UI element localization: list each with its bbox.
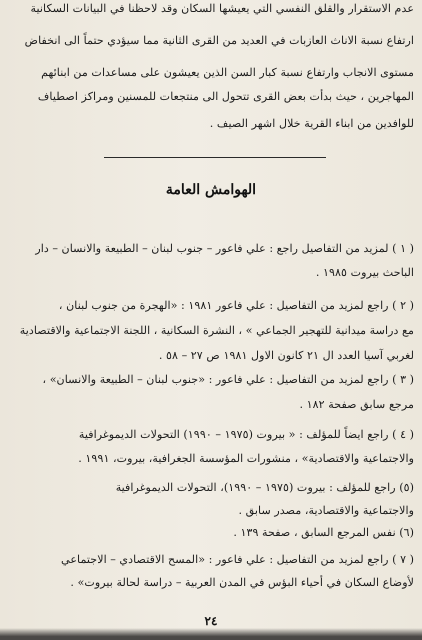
footnote-line: مرجع سابق صفحة ١٨٢ . [299,398,414,411]
page-edge-shadow [0,628,422,640]
body-line: ارتفاع نسبة الاناث العازبات في العديد من القرى الثانية مما سيؤدي حتماً الى انخفاض [24,34,414,47]
footnote-line: ( ٤ ) راجع ايضاً للمؤلف : « بيروت (١٩٧٥ – ١٩٩٠) التحولات الديموغرافية [78,428,414,441]
footnote-line: والاجتماعية والاقتصادية، مصدر سابق . [238,504,414,517]
body-line: المهاجرين ، حيث بدأت بعض القرى تتحول الى منتجعات للمسنين ومراكز اصطياف [37,90,414,103]
body-line: مستوى الانجاب وارتفاع نسبة كبار السن الذين يعيشون على مساعدات من ابنائهم [41,66,414,79]
section-title: الهوامش العامة [165,182,257,198]
body-line: عدم الاستقرار والقلق النفسي التي يعيشها السكان وقد لاحظنا في البيانات السكانية [30,2,414,15]
footnote-line: الباحث بيروت ١٩٨٥ . [315,266,414,279]
footnote-line: ( ٧ ) راجع لمزيد من التفاصيل : علي فاعور : «المسح الاقتصادي – الاجتماعي [61,553,414,566]
body-line: للوافدين من ابناء القرية خلال اشهر الصيف . [209,117,414,130]
footnote-line: ( ١ ) لمزيد من التفاصيل راجع : علي فاعور – جنوب لبنان – الطبيعة والانسان – دار [35,242,414,255]
page-number: ٢٤ [204,614,218,628]
footnote-line: ( ٢ ) راجع لمزيد من التفاصيل : علي فاعور ١٩٨١ : «الهجرة من جنوب لبنان ، [58,299,414,312]
footnote-line: مع دراسة ميدانية للتهجير الجماعي » ، النشرة السكانية ، اللجنة الاجتماعية والاقتصادية [19,324,414,337]
footnote-line: (٦) نفس المرجع السابق ، صفحة ١٣٩ . [233,526,414,539]
footnote-line: والاجتماعية والاقتصادية» ، منشورات المؤسسة الجغرافية، بيروت، ١٩٩١ . [78,452,414,465]
footnote-line: لغربي آسيا العدد ال ٢١ كانون الاول ١٩٨١ ص ٢٧ – ٥٨ . [158,349,414,362]
footnote-line: (٥) راجع للمؤلف : بيروت (١٩٧٥ – ١٩٩٠)، التحولات الديموغرافية [115,481,414,494]
section-divider [104,157,326,158]
footnote-line: لأوضاع السكان في أحياء البؤس في المدن العربية – دراسة لحالة بيروت» . [70,576,414,589]
footnote-line: ( ٣ ) راجع لمزيد من التفاصيل : علي فاعور : «جنوب لبنان – الطبيعة والانسان» ، [42,373,414,386]
